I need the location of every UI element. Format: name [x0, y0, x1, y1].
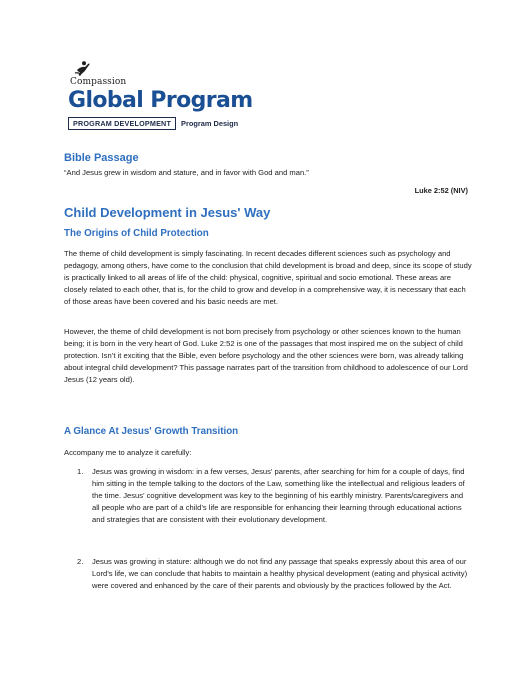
numbered-list	[64, 466, 472, 526]
article-title: Child Development in Jesus' Way	[64, 205, 271, 220]
list-item	[64, 466, 472, 526]
list-item	[64, 556, 472, 592]
verse-reference: Luke 2:52 (NIV)	[414, 186, 468, 195]
bible-verse: “And Jesus grew in wisdom and stature, and in favor with God and man.”	[64, 168, 309, 177]
paragraph-2: However, the theme of child development is not born precisely from psychology or other sciences known to the human being; it is born in the very heart of God. Luke 2:52 is one of the passages that most inspired me on the subject of child protection. Isn’t it exciting that the Bible, even before psychology and the other sciences were born, was already talking about integral child development? This passage narrates part of the transition from childhood to adolescence of our Lord Jesus (12 years old).	[64, 327, 468, 385]
list-number: 2.	[77, 557, 84, 566]
list-item-text: Jesus was growing in stature: although we do not find any passage that speaks expressly about this area of our Lord’s life, we can conclude that habits to maintain a healthy physical development (eating and physical activity) were covered and enhanced by the care of their parents and obviously by the practices followed by the Act.	[92, 557, 468, 591]
paragraph-1: The theme of child development is simply fascinating. In recent decades different sciences such as psychology and pedagogy, among others, have come to the conclusion that child development is broad and deep, since its scope of study is practically linked to all areas of life of the child: physical, cognitive, spiritual and socio emotional. These areas are closely related to each other, that is, for the child to grow and develop in a comprehensive way, it is necessary that each of those areas have been covered and his basic needs are met.	[64, 249, 472, 307]
bible-passage-heading: Bible Passage	[64, 152, 139, 164]
section-heading-growth: A Glance At Jesus' Growth Transition	[64, 426, 239, 437]
numbered-list-2	[64, 556, 472, 592]
list-number: 1.	[77, 467, 84, 476]
list-item-text: Jesus was growing in wisdom: in a few verses, Jesus' parents, after searching for him for a couple of days, find him sitting in the temple talking to the doctors of the Law, something like the intellectual and religious leaders of the time. Jesus' cognitive development was key to the beginning of his earthly ministry. Parents/caregivers and all people who are part of a child’s life are responsible for enhancing their learning through educational actions and strategies that are consistent with their evolutionary development.	[92, 467, 465, 525]
program-design-label: Program Design	[181, 119, 239, 128]
section-heading-origins: The Origins of Child Protection	[64, 228, 209, 239]
program-label-row	[68, 117, 238, 130]
list-intro: Accompany me to analyze it carefully:	[64, 448, 192, 457]
program-title: Global Program	[68, 88, 253, 113]
program-development-label: PROGRAM DEVELOPMENT	[68, 117, 176, 130]
brand-wordmark: Compassion	[70, 77, 127, 87]
